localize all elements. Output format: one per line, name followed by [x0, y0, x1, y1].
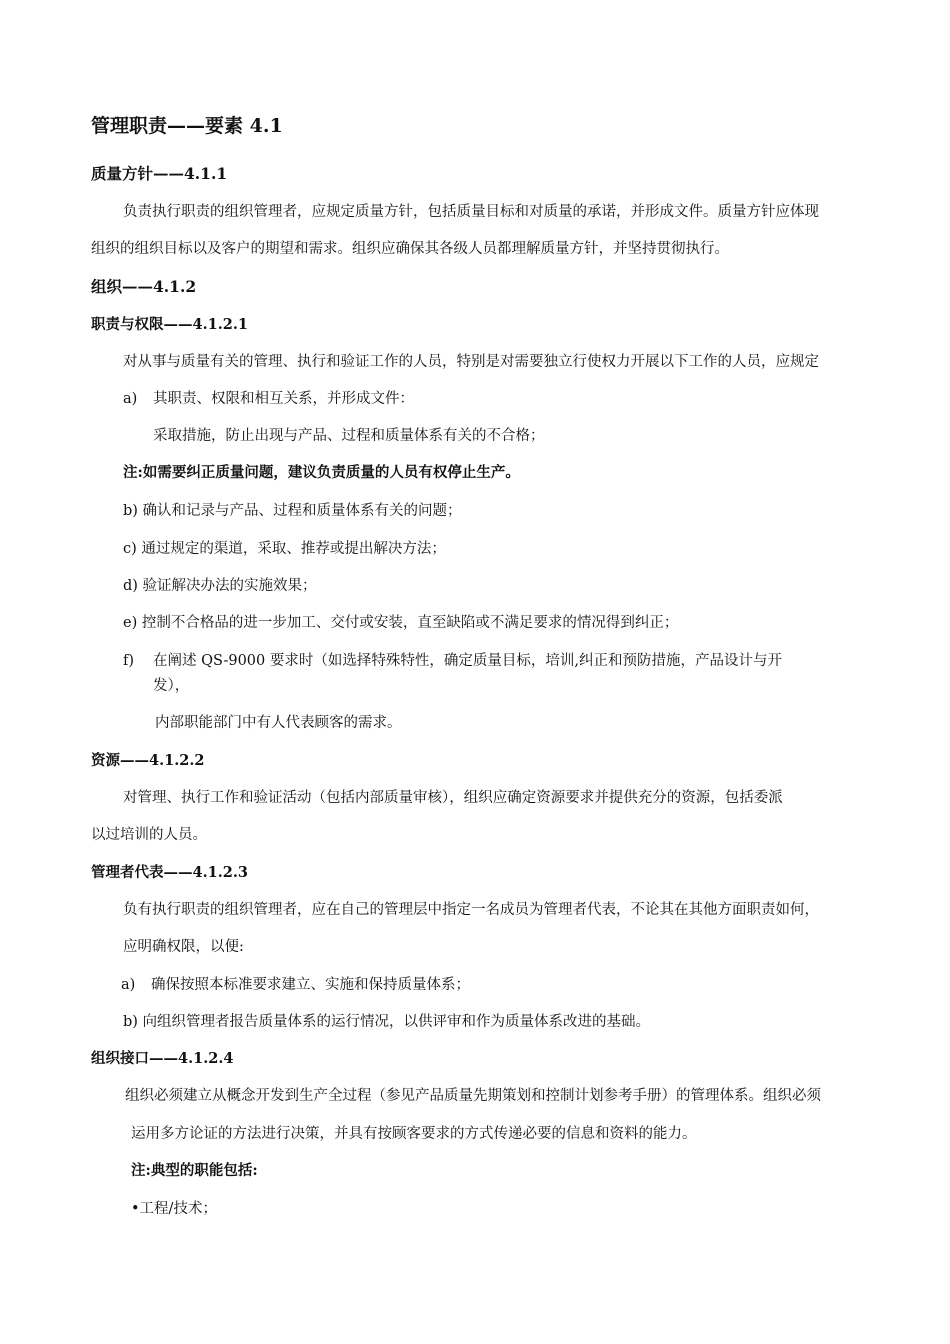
- paragraph-line: 负责执行职责的组织管理者，应规定质量方针，包括质量目标和对质量的承诺，并形成文件。质量方针应体现: [123, 204, 819, 220]
- list-marker: f): [123, 653, 135, 669]
- bullet-item: •工程/技术；: [131, 1201, 217, 1217]
- list-item-d: d) 验证解决办法的实施效果；: [123, 578, 317, 594]
- section-heading-management-representative: 管理者代表——4.1.2.3: [91, 864, 249, 881]
- list-item-text: 其职责、权限和相互关系，并形成文件：: [153, 391, 414, 407]
- section-heading-organizational-interfaces: 组织接口——4.1.2.4: [91, 1050, 234, 1067]
- page-title: 管理职责——要素 4.1: [91, 115, 283, 137]
- list-item-b: b) 向组织管理者报告质量体系的运行情况，以供评审和作为质量体系改进的基础。: [123, 1014, 651, 1030]
- list-item-text-continued: 发），: [153, 678, 190, 694]
- section-heading-responsibility-authority: 职责与权限——4.1.2.1: [91, 316, 249, 333]
- paragraph-line: 以过培训的人员。: [91, 827, 207, 843]
- list-item-e: e) 控制不合格品的进一步加工、交付或安装，直至缺陷或不满足要求的情况得到纠正；: [123, 615, 679, 631]
- list-sub-text: 采取措施，防止出现与产品、过程和质量体系有关的不合格；: [153, 428, 545, 444]
- section-heading-organization: 组织——4.1.2: [91, 277, 197, 296]
- list-item-f: [123, 651, 782, 671]
- list-marker: a): [123, 391, 138, 407]
- paragraph-line: 组织必须建立从概念开发到生产全过程（参见产品质量先期策划和控制计划参考手册）的管理体系。组织必须: [125, 1088, 821, 1104]
- paragraph-line: 对管理、执行工作和验证活动（包括内部质量审核），组织应确定资源要求并提供充分的资源，包括委派: [123, 790, 783, 806]
- paragraph-line: 对从事与质量有关的管理、执行和验证工作的人员，特别是对需要独立行使权力开展以下工作的人员，应规定: [123, 354, 819, 370]
- note: 注:典型的职能包括:: [131, 1162, 258, 1179]
- section-heading-resources: 资源——4.1.2.2: [91, 752, 205, 769]
- paragraph-line: 组织的组织目标以及客户的期望和需求。组织应确保其各级人员都理解质量方针，并坚持贯彻执行。: [91, 241, 729, 257]
- note: 注:如需要纠正质量问题，建议负责质量的人员有权停止生产。: [123, 464, 520, 481]
- paragraph-line: 应明确权限，以便:: [123, 939, 244, 955]
- list-item-a: [123, 389, 414, 409]
- list-item-text: 确保按照本标准要求建立、实施和保持质量体系；: [151, 977, 470, 993]
- list-item-c: c) 通过规定的渠道，采取、推荐或提出解决方法；: [123, 541, 446, 557]
- list-item-b: b) 确认和记录与产品、过程和质量体系有关的问题；: [123, 503, 462, 519]
- list-item-a: [121, 975, 470, 995]
- list-item-text: 在阐述 QS-9000 要求时（如选择特殊特性，确定质量目标，培训,纠正和预防措施，产品设计与开: [153, 653, 782, 669]
- paragraph-line: 负有执行职责的组织管理者，应在自己的管理层中指定一名成员为管理者代表，不论其在其他方面职责如何，: [123, 902, 819, 918]
- list-marker: a): [121, 977, 136, 993]
- paragraph-line: 运用多方论证的方法进行决策，并具有按顾客要求的方式传递必要的信息和资料的能力。: [131, 1126, 697, 1142]
- list-sub-text: 内部职能部门中有人代表顾客的需求。: [155, 715, 402, 731]
- section-heading-quality-policy: 质量方针——4.1.1: [91, 164, 228, 183]
